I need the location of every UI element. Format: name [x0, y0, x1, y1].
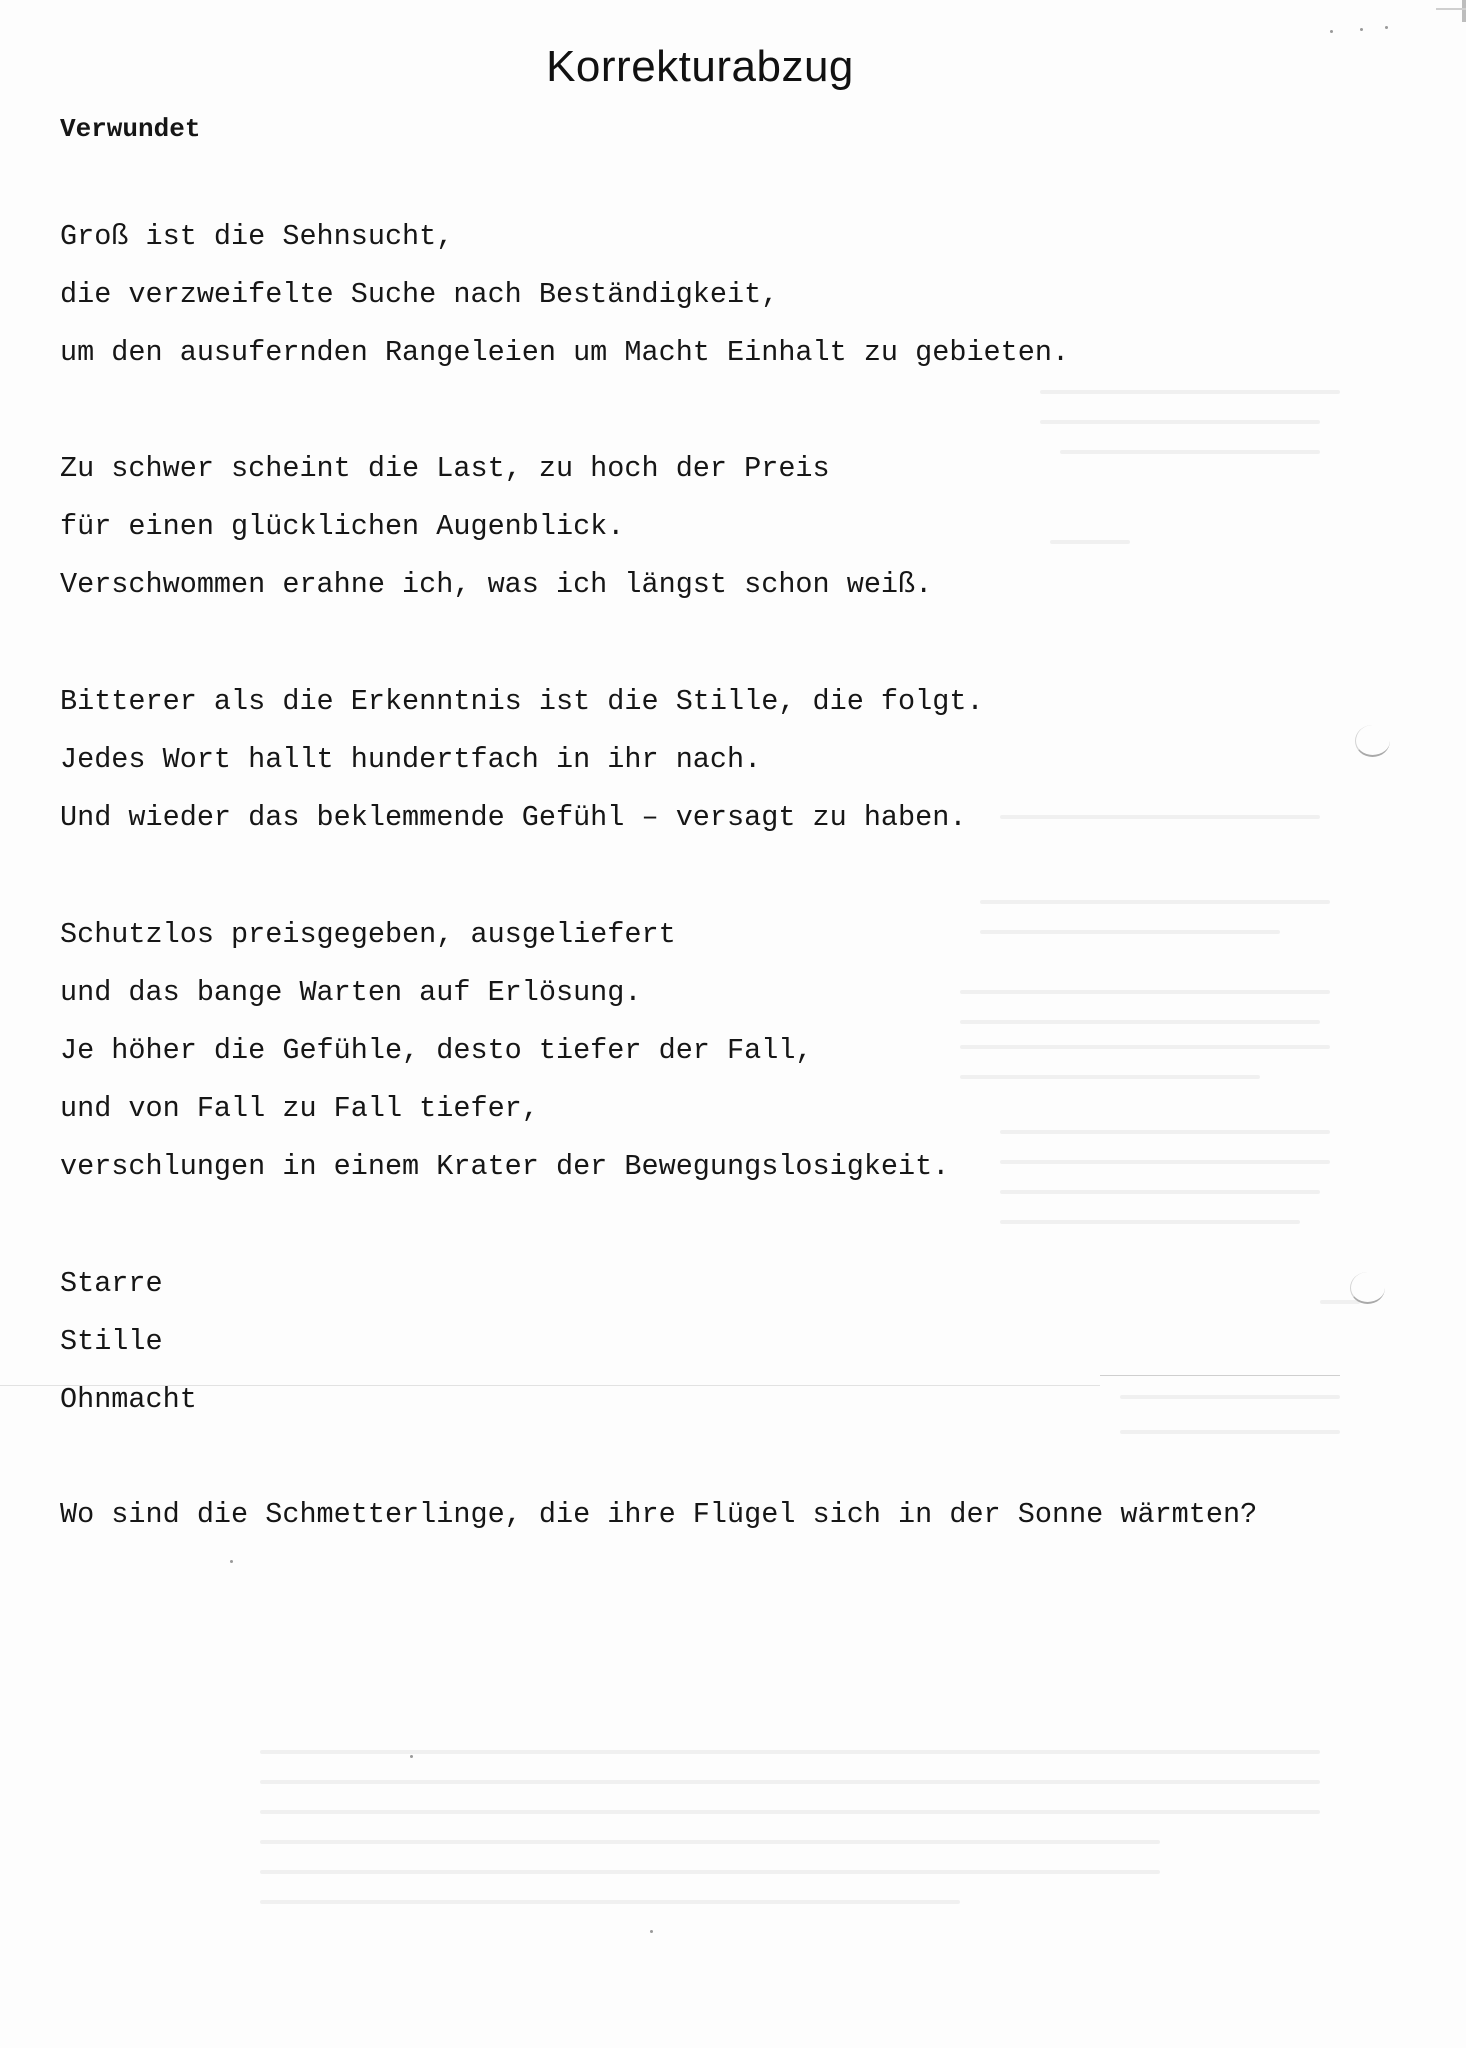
bleed-through-mark	[960, 1075, 1260, 1079]
bleed-through-mark	[1000, 1190, 1320, 1194]
poem-line: Bitterer als die Erkenntnis ist die Stille, die folgt.	[60, 685, 984, 718]
bleed-through-mark	[1320, 1300, 1360, 1304]
bleed-through-mark	[1000, 1130, 1330, 1134]
poem-line: Groß ist die Sehnsucht,	[60, 220, 454, 253]
poem-line: Starre	[60, 1267, 163, 1300]
poem-line: Und wieder das beklemmende Gefühl – versagt zu haben.	[60, 801, 967, 834]
scan-speck	[650, 1930, 653, 1933]
bleed-through-mark	[980, 930, 1280, 934]
bleed-through-mark	[1060, 450, 1320, 454]
bleed-through-mark	[960, 1020, 1320, 1024]
poem-line: Schutzlos preisgegeben, ausgeliefert	[60, 918, 676, 951]
poem-line: um den ausufernden Rangeleien um Macht Einhalt zu gebieten.	[60, 336, 1070, 369]
scan-speck	[1360, 28, 1363, 31]
poem-line: die verzweifelte Suche nach Beständigkeit,	[60, 278, 779, 311]
bleed-through-mark	[1120, 1430, 1340, 1434]
punch-hole-mark	[1355, 725, 1390, 757]
poem-line: und von Fall zu Fall tiefer,	[60, 1092, 539, 1125]
bleed-through-mark	[260, 1810, 1320, 1814]
bleed-through-mark	[1040, 390, 1340, 394]
poem-line: Jedes Wort hallt hundertfach in ihr nach.	[60, 743, 762, 776]
poem-line: verschlungen in einem Krater der Bewegungslosigkeit.	[60, 1150, 950, 1183]
poem-line: Zu schwer scheint die Last, zu hoch der Preis	[60, 452, 830, 485]
bleed-through-mark	[260, 1870, 1160, 1874]
poem-line: Verschwommen erahne ich, was ich längst schon weiß.	[60, 568, 933, 601]
proof-header: Korrekturabzug	[546, 42, 854, 91]
punch-hole-mark	[1350, 1272, 1385, 1304]
scan-speck	[1330, 30, 1333, 33]
bleed-through-mark	[1000, 1160, 1330, 1164]
poem-line: Ohnmacht	[60, 1383, 197, 1416]
poem-line: Wo sind die Schmetterlinge, die ihre Flügel sich in der Sonne wärmten?	[60, 1498, 1258, 1531]
bleed-through-mark	[260, 1900, 960, 1904]
poem-line: Je höher die Gefühle, desto tiefer der Fall,	[60, 1034, 813, 1067]
scan-edge-line	[1436, 8, 1466, 10]
bleed-through-mark	[260, 1780, 1320, 1784]
poem-line: Stille	[60, 1325, 163, 1358]
scan-edge-mark	[1462, 0, 1466, 22]
poem-title: Verwundet	[60, 114, 201, 144]
bleed-through-mark	[960, 990, 1330, 994]
bleed-through-mark	[260, 1750, 1320, 1754]
bleed-through-mark	[960, 1045, 1330, 1049]
scan-speck	[410, 1755, 413, 1758]
bleed-through-mark	[1120, 1395, 1340, 1399]
bleed-through-mark	[1050, 540, 1130, 544]
poem-line: für einen glücklichen Augenblick.	[60, 510, 625, 543]
poem-line: und das bange Warten auf Erlösung.	[60, 976, 642, 1009]
bleed-through-mark	[1040, 420, 1320, 424]
bleed-through-mark	[1000, 815, 1320, 819]
scan-speck	[230, 1560, 233, 1563]
bleed-through-mark	[260, 1840, 1160, 1844]
fold-line	[1100, 1375, 1340, 1376]
scan-speck	[1385, 26, 1388, 29]
bleed-through-mark	[1000, 1220, 1300, 1224]
bleed-through-mark	[980, 900, 1330, 904]
